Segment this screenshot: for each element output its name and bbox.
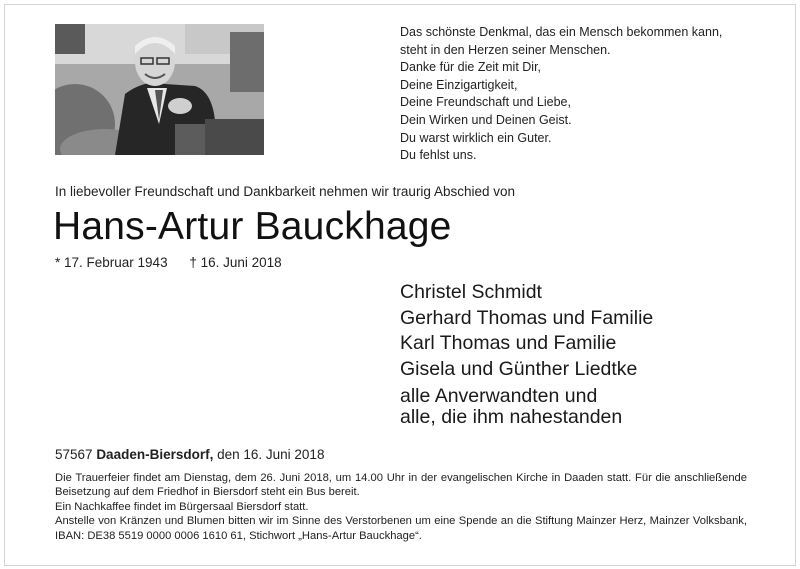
poem-line: Deine Freundschaft und Liebe,	[400, 95, 571, 110]
poem-line: steht in den Herzen seiner Menschen.	[400, 42, 611, 57]
mourner: Christel Schmidt	[400, 281, 542, 303]
town-name: Daaden-Biersdorf,	[96, 447, 214, 462]
mourner: Gerhard Thomas und Familie	[400, 306, 654, 329]
poem-line: Deine Einzigartigkeit,	[400, 77, 518, 92]
zip-code: 57567	[55, 447, 93, 462]
info-paragraph: Ein Nachkaffee findet im Bürgersaal Biersdorf statt.	[55, 500, 309, 513]
poem-line: Du fehlst uns.	[400, 148, 477, 163]
poem-line: Das schönste Denkmal, das ein Mensch bekommen kann,	[400, 25, 723, 39]
poem-line: Dein Wirken und Deinen Geist.	[400, 112, 572, 127]
info-paragraph: Die Trauerfeier findet am Dienstag, dem 26. Juni 2018, um 14.00 Uhr in der evangelischen Kirche in Daaden statt. Für die anschließende Beisetzung auf dem Friedhof in Biersdorf steht ein Bus bereit.	[55, 472, 747, 499]
intro-text: In liebevoller Freundschaft und Dankbarkeit nehmen wir traurig Abschied von	[55, 184, 516, 199]
mourner-closing: alle, die ihm nahestanden	[400, 405, 623, 428]
poem-line: Du warst wirklich ein Guter.	[400, 130, 552, 145]
birth-date: * 17. Februar 1943	[55, 255, 168, 270]
mourner: Karl Thomas und Familie	[400, 332, 617, 355]
mourners-list	[400, 280, 653, 428]
mourner-closing: alle Anverwandten und	[400, 384, 598, 407]
deceased-name: Hans-Artur Bauckhage	[53, 205, 452, 248]
portrait-photo	[55, 24, 264, 155]
memorial-poem	[400, 24, 760, 165]
death-date: † 16. Juni 2018	[189, 255, 282, 270]
place-date-line	[55, 447, 324, 462]
info-paragraph: Anstelle von Kränzen und Blumen bitten wir im Sinne des Verstorbenen um eine Spende an die Stiftung Mainzer Herz, Mainzer Volksbank, IBAN: DE38 5519 0000 0006 1610 61, Stichwort „Hans-Artur Bauckhage“.	[55, 515, 747, 542]
life-dates	[55, 255, 282, 270]
funeral-info	[55, 471, 747, 543]
mourner: Gisela und Günther Liedtke	[400, 358, 638, 381]
poem-line: Danke für die Zeit mit Dir,	[400, 60, 542, 75]
notice-date: den 16. Juni 2018	[217, 447, 325, 462]
